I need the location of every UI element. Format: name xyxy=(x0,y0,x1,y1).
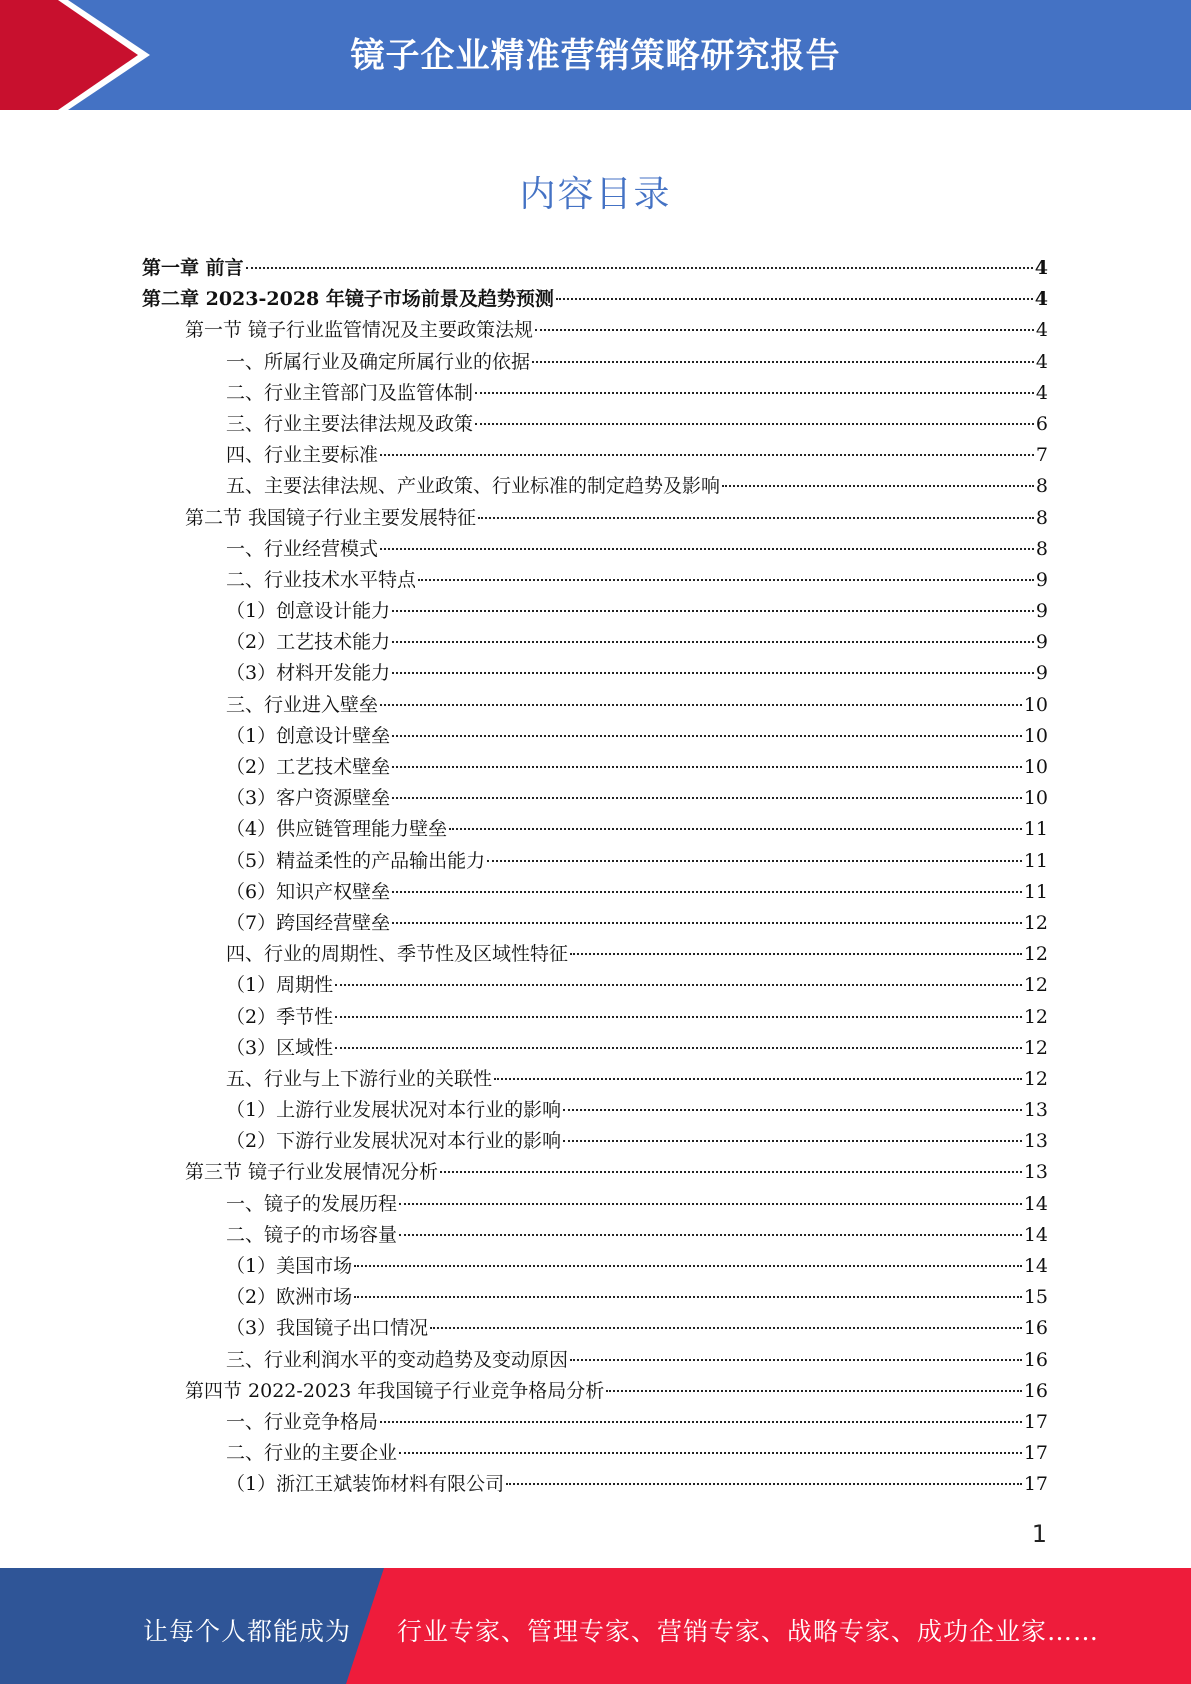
toc-entry-page: 17 xyxy=(1023,1473,1048,1496)
footer-slogan-right: 行业专家、管理专家、营销专家、战略专家、成功企业家…… xyxy=(397,1617,1100,1646)
toc-entry-label: 二、镜子的市场容量 xyxy=(226,1223,398,1246)
toc-entry[interactable] xyxy=(142,1376,1048,1407)
toc-entry-page: 7 xyxy=(1035,444,1048,467)
toc-entry-page: 4 xyxy=(1035,350,1048,373)
toc-entry[interactable] xyxy=(142,565,1048,596)
toc-entry-label: 四、行业的周期性、季节性及区域性特征 xyxy=(226,943,569,966)
toc-entry-page: 12 xyxy=(1023,1005,1048,1028)
toc-entry[interactable] xyxy=(142,347,1048,378)
toc-entry-label: 三、行业主要法律法规及政策 xyxy=(226,412,474,435)
toc-entry[interactable] xyxy=(142,534,1048,565)
toc-entry-page: 11 xyxy=(1023,849,1048,872)
toc-dot-leader xyxy=(354,1265,1022,1267)
toc-entry-label: （1）浙江王斌装饰材料有限公司 xyxy=(226,1473,505,1496)
toc-dot-leader xyxy=(380,548,1034,550)
toc-entry-label: 五、主要法律法规、产业政策、行业标准的制定趋势及影响 xyxy=(226,475,721,498)
toc-entry-label: （3）客户资源壁垒 xyxy=(226,787,391,810)
toc-entry[interactable] xyxy=(142,1469,1048,1500)
toc-entry[interactable] xyxy=(142,1002,1048,1033)
toc-entry-page: 12 xyxy=(1023,974,1048,997)
toc-dot-leader xyxy=(563,1109,1022,1111)
toc-entry-label: 第二章 2023-2028 年镜子市场前景及趋势预测 xyxy=(142,288,554,311)
report-title: 镜子企业精准营销策略研究报告 xyxy=(350,36,841,76)
page-footer xyxy=(0,1568,1191,1684)
toc-entry-label: 一、所属行业及确定所属行业的依据 xyxy=(226,350,531,373)
toc-entry-page: 4 xyxy=(1035,381,1048,404)
toc-dot-leader xyxy=(380,454,1034,456)
toc-entry-label: 一、行业竞争格局 xyxy=(226,1410,379,1433)
toc-entry[interactable] xyxy=(142,877,1048,908)
toc-dot-leader xyxy=(335,1016,1022,1018)
footer-slogan-left: 让每个人都能成为 xyxy=(143,1617,352,1646)
toc-dot-leader xyxy=(478,517,1034,519)
toc-dot-leader xyxy=(418,579,1034,581)
toc-entry[interactable] xyxy=(142,1220,1048,1251)
page-number: 1 xyxy=(1031,1520,1047,1548)
toc-entry-label: 五、行业与上下游行业的关联性 xyxy=(226,1067,493,1090)
toc-entry-page: 11 xyxy=(1023,818,1048,841)
toc-dot-leader xyxy=(556,298,1033,300)
toc-entry-page: 4 xyxy=(1034,288,1048,311)
toc-entry-page: 12 xyxy=(1023,911,1048,934)
toc-entry-label: （2）工艺技术能力 xyxy=(226,631,391,654)
toc-entry[interactable] xyxy=(142,1157,1048,1188)
toc-entry[interactable] xyxy=(142,752,1048,783)
toc-entry[interactable] xyxy=(142,1033,1048,1064)
toc-entry-page: 14 xyxy=(1023,1255,1048,1277)
toc-entry-page: 16 xyxy=(1023,1379,1048,1402)
toc-entry-page: 16 xyxy=(1023,1317,1048,1340)
toc-entry-label: （1）创意设计能力 xyxy=(226,600,391,623)
toc-entry-page: 14 xyxy=(1023,1192,1048,1215)
toc-entry[interactable] xyxy=(142,440,1048,471)
toc-entry-label: 第四节 2022-2023 年我国镜子行业竞争格局分析 xyxy=(185,1379,605,1402)
toc-dot-leader xyxy=(570,1359,1022,1361)
toc-dot-leader xyxy=(392,766,1022,768)
toc-entry-label: 第一节 镜子行业监管情况及主要政策法规 xyxy=(185,319,534,342)
toc-entry-label: （1）美国市场 xyxy=(226,1255,353,1277)
toc-entry-page: 10 xyxy=(1023,787,1048,810)
toc-entry-page: 17 xyxy=(1023,1410,1048,1433)
toc-entry-label: 二、行业技术水平特点 xyxy=(226,568,417,591)
toc-entry-label: 第一章 前言 xyxy=(142,257,244,279)
toc-entry[interactable] xyxy=(142,471,1048,502)
toc-dot-leader xyxy=(440,1171,1022,1173)
toc-dot-leader xyxy=(335,1047,1022,1049)
toc-entry-label: 第二节 我国镜子行业主要发展特征 xyxy=(185,506,477,529)
toc-entry-page: 12 xyxy=(1023,1067,1048,1090)
toc-dot-leader xyxy=(399,1234,1022,1236)
toc-entry-page: 8 xyxy=(1035,506,1048,529)
toc-entry-page: 10 xyxy=(1023,693,1048,716)
toc-entry[interactable] xyxy=(142,721,1048,752)
toc-entry-page: 11 xyxy=(1023,880,1048,903)
toc-entry-label: 三、行业进入壁垒 xyxy=(226,693,379,716)
toc-entry-label: （2）欧洲市场 xyxy=(226,1286,353,1309)
toc-entry[interactable] xyxy=(142,409,1048,440)
toc-entry-page: 13 xyxy=(1023,1161,1048,1184)
toc-entry[interactable] xyxy=(142,846,1048,877)
toc-dot-leader xyxy=(246,267,1033,269)
toc-entry-label: （5）精益柔性的产品输出能力 xyxy=(226,849,486,872)
toc-entry-page: 8 xyxy=(1035,475,1048,498)
toc-entry[interactable] xyxy=(142,1345,1048,1376)
toc-dot-leader xyxy=(563,1140,1022,1142)
toc-dot-leader xyxy=(535,329,1034,331)
toc-entry-label: 三、行业利润水平的变动趋势及变动原因 xyxy=(226,1348,569,1371)
toc-dot-leader xyxy=(494,1078,1022,1080)
toc-entry[interactable] xyxy=(142,503,1048,534)
toc-entry[interactable] xyxy=(142,690,1048,721)
toc-entry-label: 第三节 镜子行业发展情况分析 xyxy=(185,1161,439,1184)
toc-dot-leader xyxy=(532,361,1034,363)
toc-entry-label: （2）季节性 xyxy=(226,1005,334,1028)
toc-entry[interactable] xyxy=(142,1251,1048,1282)
page-header xyxy=(0,0,1191,110)
toc-entry-page: 13 xyxy=(1023,1099,1048,1122)
toc-entry[interactable] xyxy=(142,1313,1048,1344)
toc-entry[interactable] xyxy=(142,658,1048,689)
toc-entry[interactable] xyxy=(142,284,1048,315)
toc-dot-leader xyxy=(399,1452,1022,1454)
toc-heading: 内容目录 xyxy=(519,174,672,215)
toc-dot-leader xyxy=(380,704,1022,706)
toc-entry-page: 9 xyxy=(1035,600,1048,623)
toc-dot-leader xyxy=(475,423,1034,425)
toc-entry[interactable] xyxy=(142,783,1048,814)
toc-dot-leader xyxy=(335,984,1022,986)
toc-entry-page: 6 xyxy=(1035,412,1048,435)
toc-entry-page: 13 xyxy=(1023,1130,1048,1153)
toc-dot-leader xyxy=(392,891,1022,893)
toc-entry-label: 一、行业经营模式 xyxy=(226,537,379,560)
toc-entry[interactable] xyxy=(142,939,1048,970)
toc-dot-leader xyxy=(449,828,1022,830)
toc-entry-page: 12 xyxy=(1023,943,1048,966)
toc-entry-page: 15 xyxy=(1023,1286,1048,1309)
toc-entry-label: 四、行业主要标准 xyxy=(226,444,379,467)
toc-dot-leader xyxy=(392,735,1022,737)
toc-entry-label: （1）创意设计壁垒 xyxy=(226,724,391,747)
toc-dot-leader xyxy=(399,1203,1022,1205)
toc-dot-leader xyxy=(392,922,1022,924)
toc-entry[interactable] xyxy=(142,1064,1048,1095)
toc-dot-leader xyxy=(392,641,1034,643)
toc-entry-page: 4 xyxy=(1035,319,1048,342)
toc-entry-page: 17 xyxy=(1023,1442,1048,1465)
toc-entry-label: 二、行业主管部门及监管体制 xyxy=(226,381,474,404)
toc-entry-label: 一、镜子的发展历程 xyxy=(226,1192,398,1215)
toc-dot-leader xyxy=(430,1327,1022,1329)
toc-entry[interactable] xyxy=(142,1407,1048,1438)
toc-dot-leader xyxy=(392,672,1034,674)
toc-entry[interactable] xyxy=(142,1126,1048,1157)
toc-entry-page: 8 xyxy=(1035,537,1048,560)
toc-entry-label: （3）材料开发能力 xyxy=(226,662,391,685)
toc-entry-label: （7）跨国经营壁垒 xyxy=(226,911,391,934)
toc-entry-label: 二、行业的主要企业 xyxy=(226,1442,398,1465)
toc-entry[interactable] xyxy=(142,814,1048,845)
toc-entry-label: （2）下游行业发展状况对本行业的影响 xyxy=(226,1130,562,1153)
toc-dot-leader xyxy=(722,485,1034,487)
toc-entry-label: （2）工艺技术壁垒 xyxy=(226,756,391,778)
toc-entry-label: （1）周期性 xyxy=(226,974,334,997)
toc-dot-leader xyxy=(606,1390,1022,1392)
toc-entry-label: （1）上游行业发展状况对本行业的影响 xyxy=(226,1099,562,1122)
toc-entry[interactable] xyxy=(142,1189,1048,1220)
toc-dot-leader xyxy=(475,392,1034,394)
toc-entry[interactable] xyxy=(142,970,1048,1001)
toc-entry-label: （3）我国镜子出口情况 xyxy=(226,1317,429,1340)
toc-dot-leader xyxy=(570,953,1022,955)
toc-entry[interactable] xyxy=(142,1095,1048,1126)
toc-entry-page: 16 xyxy=(1023,1348,1048,1371)
toc-dot-leader xyxy=(392,797,1022,799)
toc-entry-page: 10 xyxy=(1023,724,1048,747)
toc-entry-label: （6）知识产权壁垒 xyxy=(226,880,391,903)
toc-entry[interactable] xyxy=(142,378,1048,409)
toc-entry-page: 9 xyxy=(1035,631,1048,654)
toc-dot-leader xyxy=(380,1421,1022,1423)
toc-entry[interactable] xyxy=(142,596,1048,627)
toc-dot-leader xyxy=(506,1483,1022,1485)
toc-dot-leader xyxy=(354,1296,1022,1298)
toc-entry-page: 9 xyxy=(1035,568,1048,591)
toc-entry[interactable] xyxy=(142,315,1048,346)
toc-dot-leader xyxy=(487,860,1022,862)
toc-entry-page: 4 xyxy=(1034,257,1048,279)
toc-entry[interactable] xyxy=(142,627,1048,658)
toc-entry-page: 9 xyxy=(1035,662,1048,685)
toc-dot-leader xyxy=(392,610,1034,612)
toc-entry[interactable] xyxy=(142,253,1048,284)
toc-entry[interactable] xyxy=(142,1282,1048,1313)
toc-entry[interactable] xyxy=(142,1438,1048,1469)
toc-entry-page: 12 xyxy=(1023,1036,1048,1059)
toc-entry-label: （3）区域性 xyxy=(226,1036,334,1059)
toc-entry[interactable] xyxy=(142,908,1048,939)
table-of-contents xyxy=(142,253,1048,1501)
toc-entry-label: （4）供应链管理能力壁垒 xyxy=(226,818,448,841)
toc-entry-page: 14 xyxy=(1023,1223,1048,1246)
toc-entry-page: 10 xyxy=(1023,756,1048,778)
